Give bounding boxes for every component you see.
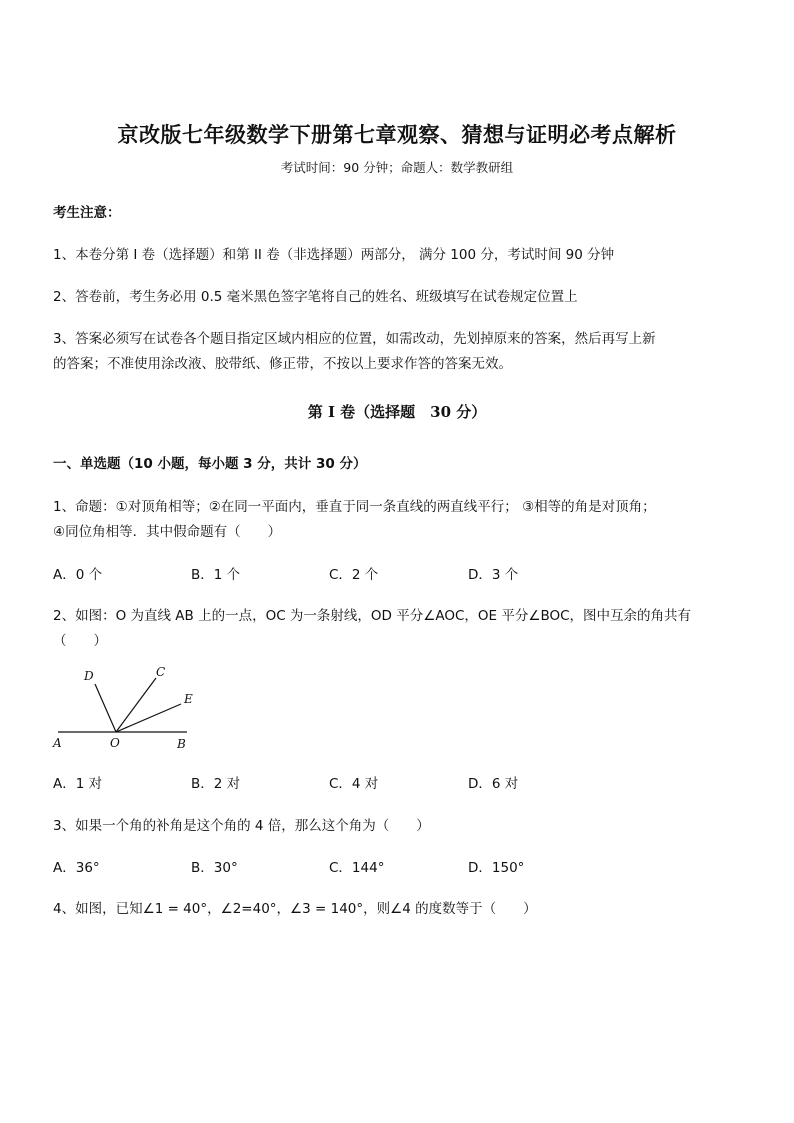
option-c: C．2 个 (329, 567, 379, 583)
question-3-line: 3、如果一个角的补角是这个角的 4 倍，那么这个角为（ ） (53, 818, 430, 834)
notice-item: 的答案；不准使用涂改液、胶带纸、修正带，不按以上要求作答的答案无效。 (53, 356, 512, 372)
question-1-line: ④同位角相等．其中假命题有（ ） (53, 524, 282, 540)
option-c: C．144° (329, 860, 385, 876)
notice-item: 2、答卷前，考生务必用 0.5 毫米黑色签字笔将自己的姓名、班级填写在试卷规定位置上 (53, 289, 578, 305)
label-e: E (184, 692, 193, 706)
notice-heading: 考生注意： (53, 205, 121, 221)
label-b: B (177, 737, 186, 751)
question-2-line: （ ） (53, 633, 107, 649)
label-d: D (84, 669, 94, 683)
option-b: B．30° (191, 860, 238, 876)
angle-figure (45, 660, 205, 755)
option-d: D．150° (468, 860, 525, 876)
option-a: A．36° (53, 860, 100, 876)
ray-od (95, 684, 116, 732)
option-c: C．4 对 (329, 776, 379, 792)
exam-info: 考试时间：90 分钟；命题人：数学教研组 (280, 160, 514, 175)
option-a: A．1 对 (53, 776, 103, 792)
page-title: 京改版七年级数学下册第七章观察、猜想与证明必考点解析 (117, 122, 677, 147)
part-heading: 一、单选题（10 小题，每小题 3 分，共计 30 分） (53, 456, 367, 472)
label-a: A (53, 736, 62, 750)
option-d: D．6 对 (468, 776, 519, 792)
option-b: B．1 个 (191, 567, 241, 583)
notice-item: 1、本卷分第 I 卷（选择题）和第 II 卷（非选择题）两部分， 满分 100 分，考试时间 90 分钟 (53, 247, 615, 263)
option-b: B．2 对 (191, 776, 241, 792)
option-d: D．3 个 (468, 567, 519, 583)
question-2-line: 2、如图：O 为直线 AB 上的一点，OC 为一条射线，OD 平分∠AOC，OE 平分∠BOC，图中互余的角共有 (53, 608, 692, 624)
label-c: C (156, 665, 166, 679)
label-o: O (110, 736, 120, 750)
notice-item: 3、答案必须写在试卷各个题目指定区域内相应的位置，如需改动，先划掉原来的答案，然后再写上新 (53, 331, 656, 347)
question-1-line: 1、命题：①对顶角相等；②在同一平面内，垂直于同一条直线的两直线平行； ③相等的角是对顶角； (53, 499, 656, 515)
question-4-line: 4、如图，已知∠1 = 40°，∠2=40°，∠3 = 140°，则∠4 的度数等于（ ） (53, 901, 537, 917)
option-a: A．0 个 (53, 567, 103, 583)
section-title: 第 I 卷（选择题 30 分） (307, 403, 487, 421)
